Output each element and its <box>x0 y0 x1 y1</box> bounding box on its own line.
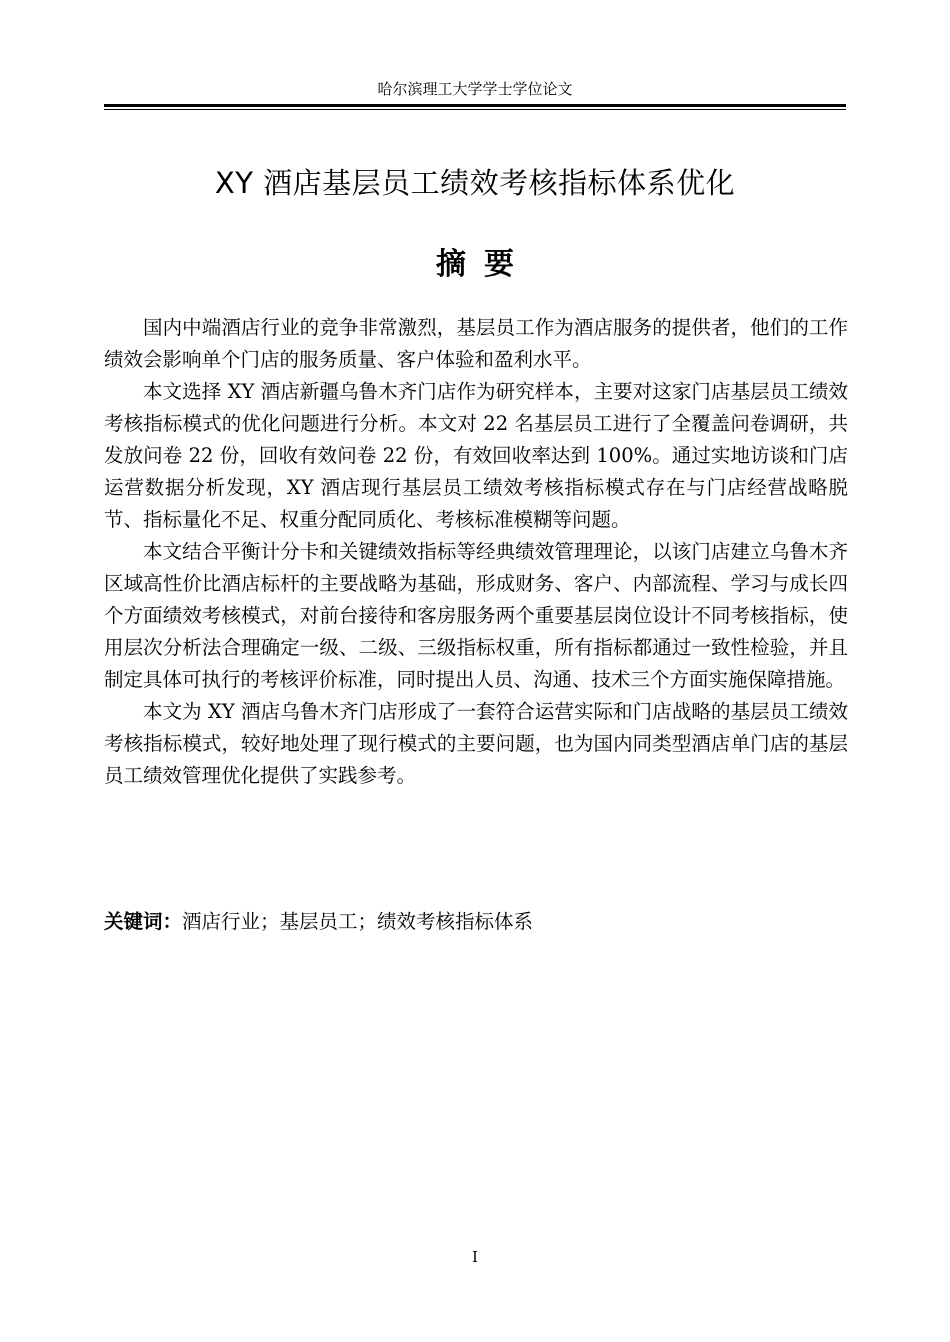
abstract-paragraph-3: 本文结合平衡计分卡和关键绩效指标等经典绩效管理理论，以该门店建立乌鲁木齐区域高性价比酒店标杆的主要战略为基础，形成财务、客户、内部流程、学习与成长四个方面绩效考核模式，对前台接待和客房服务两个重要基层岗位设计不同考核指标，使用层次分析法合理确定一级、二级、三级指标权重，所有指标都通过一致性检验，并且制定具体可执行的考核评价标准，同时提出人员、沟通、技术三个方面实施保障措施。 <box>104 540 848 691</box>
thesis-title: XY 酒店基层员工绩效考核指标体系优化 <box>214 166 736 200</box>
header-rule-thick <box>104 104 846 107</box>
keywords-text: 酒店行业；基层员工；绩效考核指标体系 <box>182 910 534 933</box>
abstract-paragraph-2: 本文选择 XY 酒店新疆乌鲁木齐门店作为研究样本，主要对这家门店基层员工绩效考核指标模式的优化问题进行分析。本文对 22 名基层员工进行了全覆盖问卷调研，共发放问卷 22 份，回收有效问卷 22 份，有效回收率达到 100%。通过实地访谈和门店运营数据分析发现，XY 酒店现行基层员工绩效考核指标模式存在与门店经营战略脱节、指标量化不足、权重分配同质化、考核标准模糊等问题。 <box>104 380 848 531</box>
abstract-paragraph-4: 本文为 XY 酒店乌鲁木齐门店形成了一套符合运营实际和门店战略的基层员工绩效考核指标模式，较好地处理了现行模式的主要问题，也为国内同类型酒店单门店的基层员工绩效管理优化提供了实践参考。 <box>104 700 848 787</box>
keywords-label: 关键词： <box>104 910 183 933</box>
page-number: I <box>472 1248 478 1266</box>
abstract-paragraph-1: 国内中端酒店行业的竞争非常激烈，基层员工作为酒店服务的提供者，他们的工作绩效会影响单个门店的服务质量、客户体验和盈利水平。 <box>104 316 848 371</box>
header-rule-thin <box>104 109 846 110</box>
abstract-heading: 摘要 <box>436 247 532 282</box>
keywords-line <box>104 906 848 938</box>
running-header: 哈尔滨理工大学学士学位论文 <box>377 80 573 98</box>
abstract-body <box>104 312 848 792</box>
